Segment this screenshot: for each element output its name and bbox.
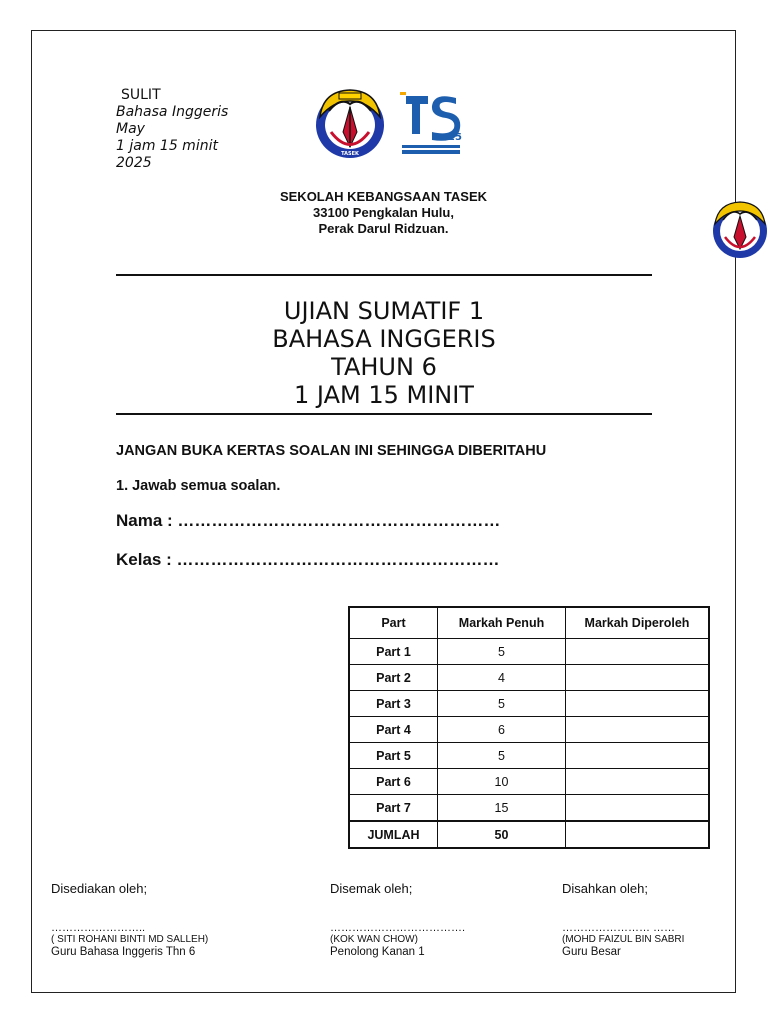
table-row [349,639,709,665]
signature-position: Guru Bahasa Inggeris Thn 6 [51,946,196,958]
name-field[interactable]: Nama : ………………………………………………… [116,511,501,530]
month-label: May [116,121,145,137]
marks-obtained-cell[interactable] [566,639,710,665]
year-label: 2025 [116,155,152,171]
header-full-marks: Markah Penuh [438,607,566,639]
signature-prepared [51,881,208,959]
duration-label: 1 jam 15 minit [116,138,218,154]
ts25-number: 25 [448,132,462,143]
signature-line: ………………………………. [330,922,466,934]
full-marks: 10 [438,769,566,795]
part-label: Part 6 [349,769,438,795]
total-full-marks: 50 [438,821,566,848]
full-marks: 5 [438,639,566,665]
school-address-line2: Perak Darul Ridzuan. [318,221,449,236]
marks-obtained-cell[interactable] [566,795,710,822]
school-info [116,189,651,237]
signature-checked [330,881,465,959]
full-marks: 5 [438,691,566,717]
signature-name: (MOHD FAIZUL BIN SABRI [562,934,685,945]
marks-obtained-cell[interactable] [566,691,710,717]
ts25-logo [398,88,464,158]
table-row [349,743,709,769]
full-marks: 15 [438,795,566,822]
exam-title-line3: TAHUN 6 [331,353,437,381]
part-label: Part 1 [349,639,438,665]
part-label: Part 2 [349,665,438,691]
marks-table [348,606,710,849]
signature-position: Penolong Kanan 1 [330,946,425,958]
table-row [349,665,709,691]
signature-role: Disemak oleh; [330,881,413,896]
part-label: Part 4 [349,717,438,743]
class-field[interactable]: Kelas : ………………………………………………… [116,550,500,569]
header-meta [116,87,228,172]
total-label: JUMLAH [349,821,438,848]
part-label: Part 5 [349,743,438,769]
table-row [349,795,709,822]
signature-line: …………………….. [51,922,146,934]
exam-title-line1: UJIAN SUMATIF 1 [283,297,485,325]
part-label: Part 7 [349,795,438,822]
warning-text: JANGAN BUKA KERTAS SOALAN INI SEHINGGA DIBERITAHU [116,443,547,459]
full-marks: 5 [438,743,566,769]
classification-label: SULIT [121,87,161,103]
signature-name: ( SITI ROHANI BINTI MD SALLEH) [51,934,209,945]
header-part: Part [349,607,438,639]
total-marks-obtained-cell[interactable] [566,821,710,848]
divider-top [116,274,652,276]
marks-obtained-cell[interactable] [566,769,710,795]
header-marks-obtained: Markah Diperoleh [566,607,710,639]
total-row [349,821,709,848]
marks-obtained-cell[interactable] [566,665,710,691]
signature-name: (KOK WAN CHOW) [330,934,418,945]
school-badge-logo-edge [712,200,768,260]
signature-approved [562,881,684,959]
subject-label: Bahasa Inggeris [116,104,229,120]
signature-position: Guru Besar [562,946,621,958]
signature-role: Disahkan oleh; [562,881,648,896]
marks-table-header-row [349,607,709,639]
table-row [349,717,709,743]
exam-title-line4: 1 JAM 15 MINIT [294,381,474,409]
school-badge-logo [315,87,385,160]
svg-text:TASEK: TASEK [341,151,359,157]
marks-obtained-cell[interactable] [566,743,710,769]
exam-title-line2: BAHASA INGGERIS [272,325,496,353]
full-marks: 4 [438,665,566,691]
marks-obtained-cell[interactable] [566,717,710,743]
exam-title [116,297,652,409]
table-row [349,691,709,717]
part-label: Part 3 [349,691,438,717]
school-address-line1: 33100 Pengkalan Hulu, [313,205,454,220]
full-marks: 6 [438,717,566,743]
school-name: SEKOLAH KEBANGSAAN TASEK [279,189,488,204]
signature-line: …………………… …… [562,922,676,934]
instruction-text: 1. Jawab semua soalan. [116,478,281,494]
divider-bottom [116,413,652,415]
signature-role: Disediakan oleh; [51,881,148,896]
table-row [349,769,709,795]
